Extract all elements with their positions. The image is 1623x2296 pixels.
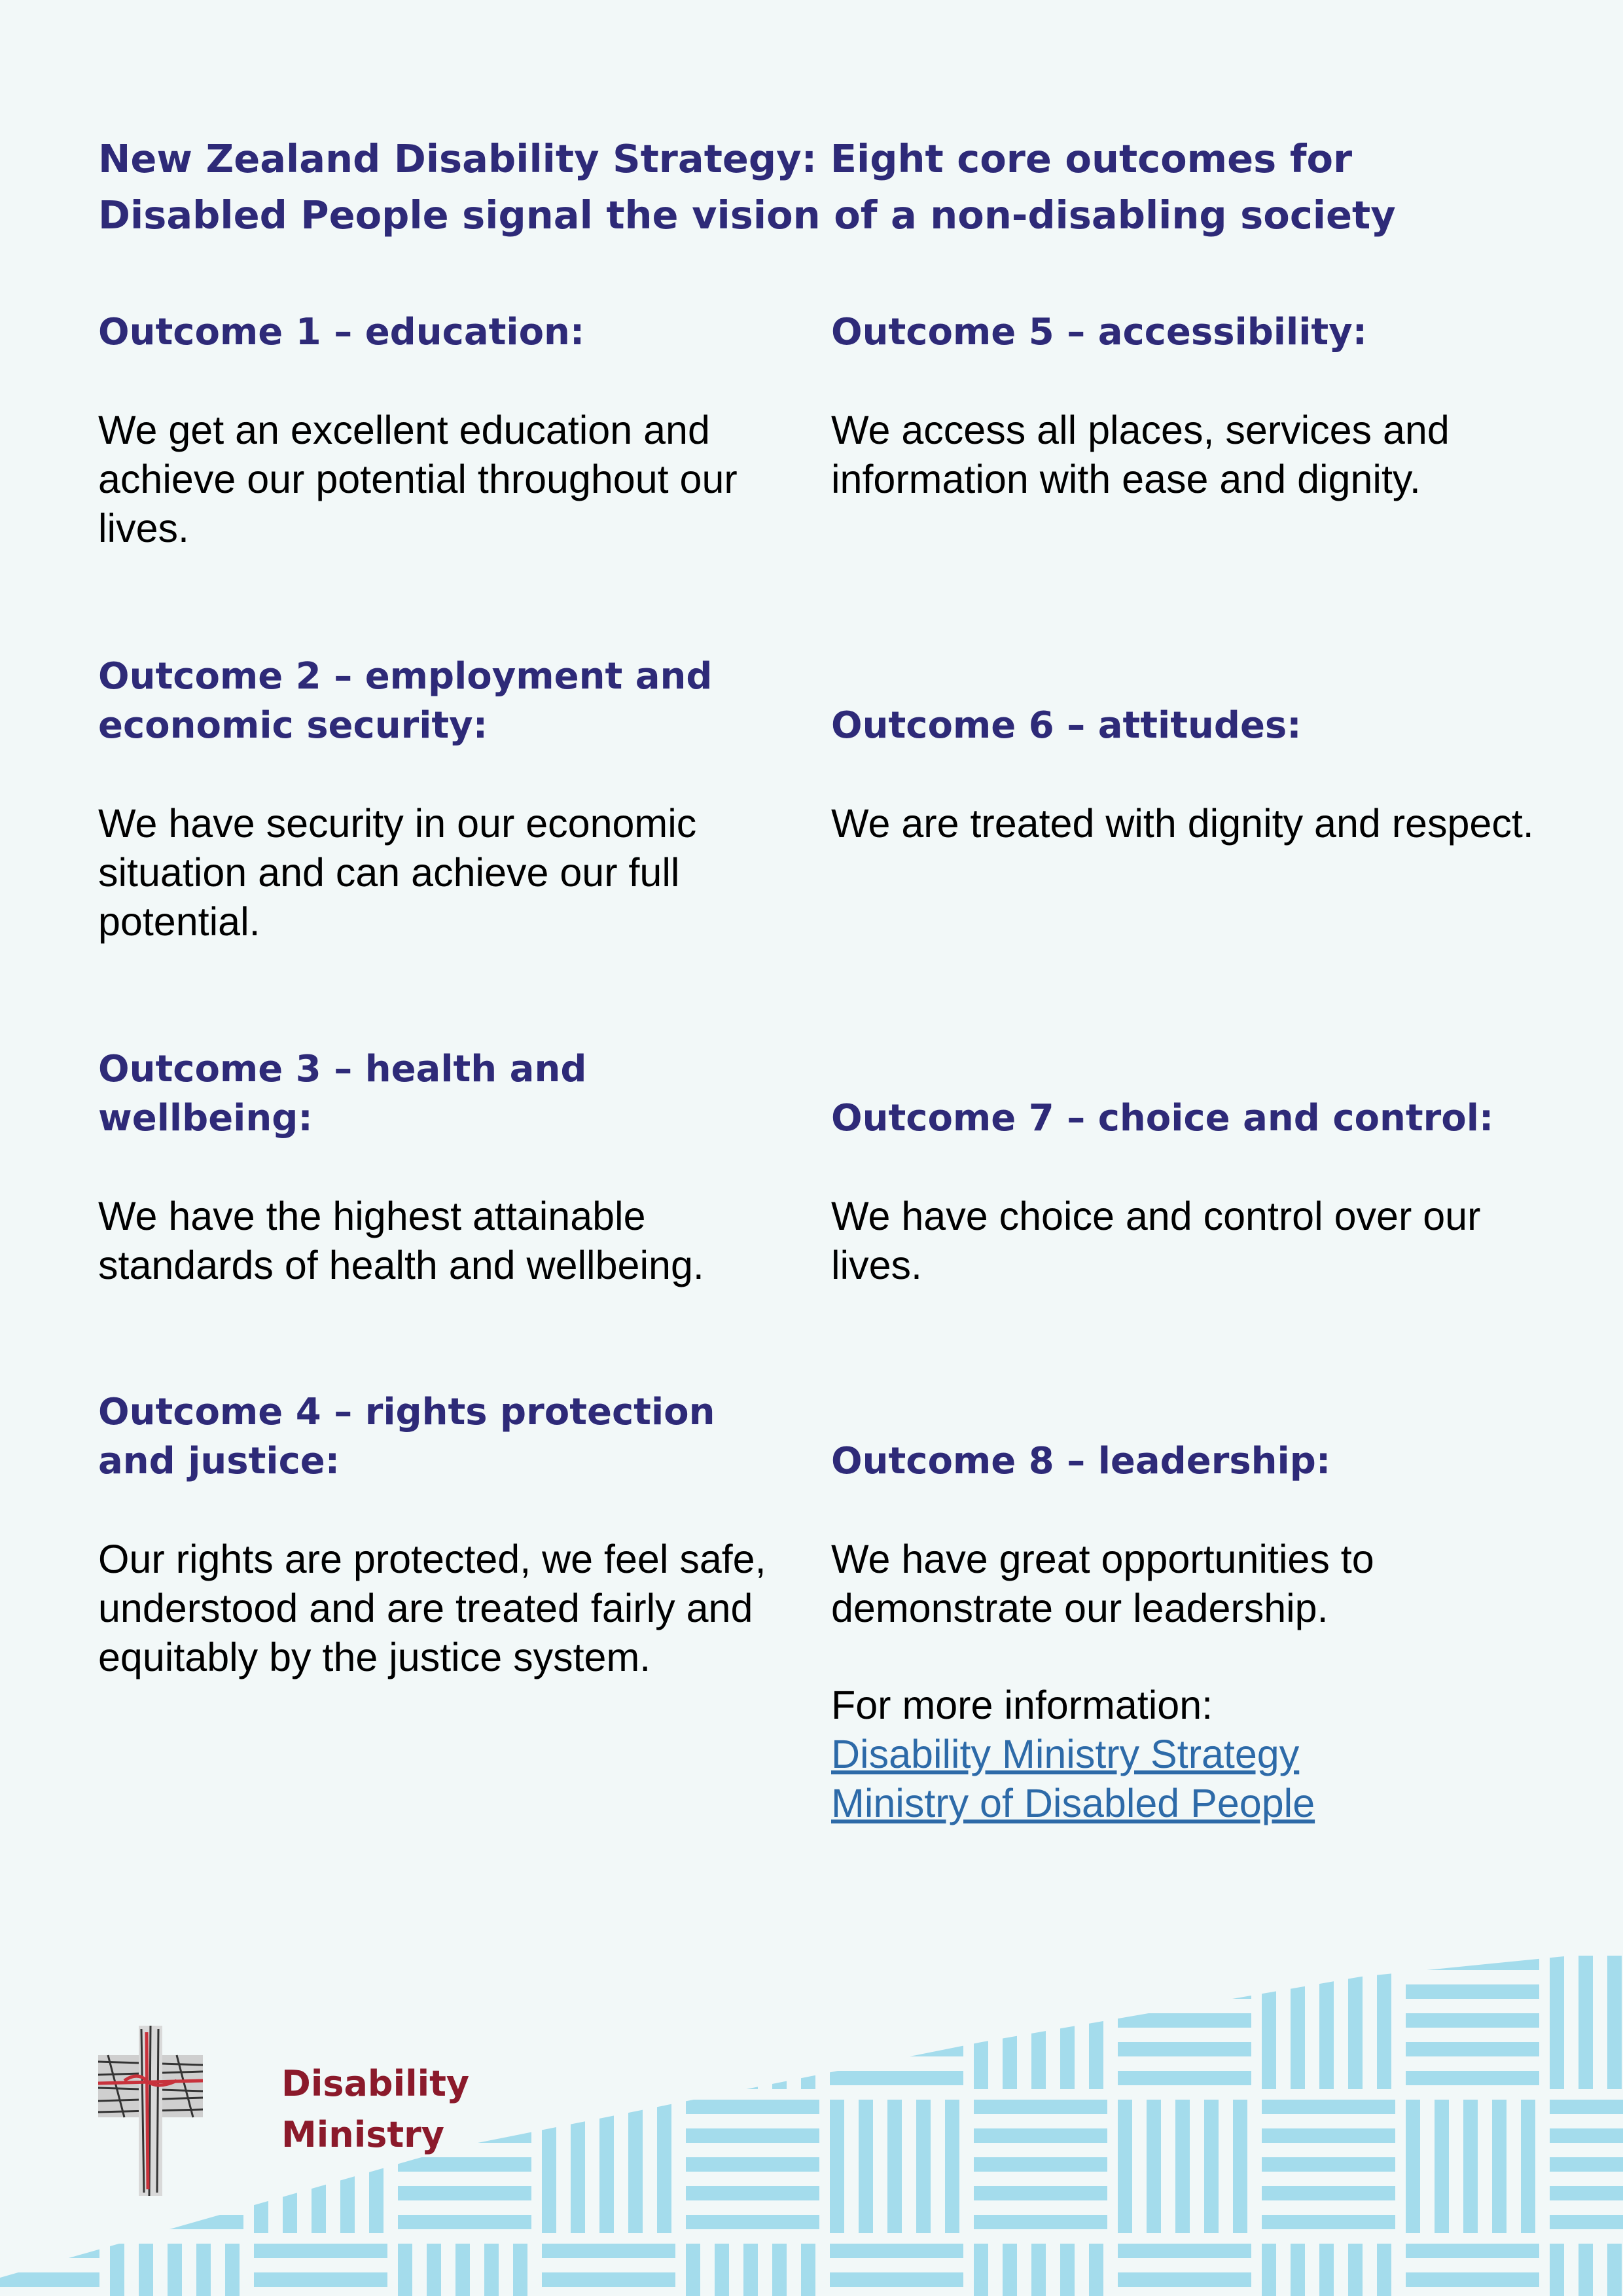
weave-stripe xyxy=(1060,2244,1075,2296)
weave-stripe xyxy=(1262,2128,1395,2143)
weave-stripe xyxy=(1262,2215,1395,2229)
weave-stripe xyxy=(1319,1956,1334,2089)
weave-stripe xyxy=(801,1956,815,2089)
weave-stripe xyxy=(1118,2244,1251,2258)
weave-stripe xyxy=(686,2100,819,2114)
logo-wordmark xyxy=(281,2058,556,2161)
weave-stripe xyxy=(542,2013,675,2028)
weave-stripe xyxy=(628,2100,643,2233)
outcome-7 xyxy=(831,1094,1551,1290)
weave-stripe xyxy=(110,2244,124,2296)
weave-stripe xyxy=(1578,1956,1593,2089)
weave-stripe xyxy=(1550,2128,1623,2143)
outcome-7-heading: Outcome 7 – choice and control: xyxy=(831,1097,1494,1139)
weave-stripe xyxy=(513,2244,527,2296)
weave-stripe xyxy=(0,2042,99,2056)
weave-stripe xyxy=(830,1956,963,1970)
weave-stripe xyxy=(1550,2244,1564,2296)
weave-stripe xyxy=(1406,1956,1539,1970)
weave-stripe xyxy=(571,2100,585,2233)
outcome-8-heading: Outcome 8 – leadership: xyxy=(831,1440,1331,1482)
weave-stripe xyxy=(686,2244,700,2296)
weave-stripe xyxy=(1607,2244,1622,2296)
link-disability-ministry-strategy[interactable]: Disability Ministry Strategy xyxy=(831,1732,1300,1776)
weave-stripe xyxy=(455,2244,470,2296)
outcome-6-heading: Outcome 6 – attitudes: xyxy=(831,704,1302,747)
weave-stripe xyxy=(1262,2244,1276,2296)
weave-stripe xyxy=(427,2244,441,2296)
weave-stripe xyxy=(859,2100,873,2233)
weave-stripe xyxy=(715,1956,729,2089)
weave-stripe xyxy=(1031,2244,1046,2296)
weave-stripe xyxy=(686,2215,819,2229)
weave-stripe xyxy=(772,2244,787,2296)
weave-stripe xyxy=(686,1956,700,2089)
weave-stripe xyxy=(830,2042,963,2056)
outcome-5-heading: Outcome 5 – accessibility: xyxy=(831,311,1368,353)
weave-stripe xyxy=(1147,2100,1161,2233)
weave-stripe xyxy=(254,1984,387,1999)
weave-stripe xyxy=(484,2244,499,2296)
weave-stripe xyxy=(1435,2100,1449,2233)
weave-stripe xyxy=(1118,1984,1251,1999)
weave-stripe xyxy=(1521,2100,1535,2233)
outcome-6-text: We are treated with dignity and respect. xyxy=(831,801,1534,846)
weave-stripe xyxy=(1262,1956,1276,2089)
weave-stripe xyxy=(686,2128,819,2143)
more-info-label: For more information: xyxy=(831,1683,1213,1727)
weave-stripe xyxy=(599,2100,614,2233)
outcome-2-heading: Outcome 2 – employment and economic security: xyxy=(98,655,713,747)
cross-logo-icon xyxy=(98,2026,203,2196)
weave-stripe xyxy=(1003,2244,1017,2296)
weave-stripe xyxy=(1089,1956,1103,2089)
weave-stripe xyxy=(1319,2244,1334,2296)
weave-stripe xyxy=(974,2244,988,2296)
weave-stripe xyxy=(398,2244,412,2296)
weave-stripe xyxy=(1406,2272,1539,2287)
weave-stripe xyxy=(1550,2100,1623,2114)
weave-stripe xyxy=(830,2100,844,2233)
weave-stripe xyxy=(110,2215,243,2229)
weave-stripe xyxy=(542,2244,675,2258)
weave-stripe xyxy=(1262,2186,1395,2200)
outcome-3 xyxy=(98,1045,779,1290)
weave-stripe xyxy=(1578,2244,1593,2296)
weave-stripe xyxy=(916,2100,931,2233)
weave-stripe xyxy=(1118,2042,1251,2056)
weave-stripe xyxy=(0,1956,99,1970)
logo-line-1: Disability xyxy=(281,2063,470,2104)
outcome-8-text: We have great opportunities to demonstrate our leadership. xyxy=(831,1537,1374,1630)
outcome-5 xyxy=(831,308,1551,504)
outcome-1-text: We get an excellent education and achieve our potential throughout our lives. xyxy=(98,408,738,550)
outcome-5-text: We access all places, services and information with ease and dignity. xyxy=(831,408,1450,501)
outcome-4-text: Our rights are protected, we feel safe, understood and are treated fairly and equitably by the justice system. xyxy=(98,1537,766,1679)
weave-stripe xyxy=(1118,2272,1251,2287)
weave-stripe xyxy=(657,2100,671,2233)
outcome-3-heading: Outcome 3 – health and wellbeing: xyxy=(98,1048,587,1139)
weave-stripe xyxy=(830,2013,963,2028)
weave-stripe xyxy=(686,2186,819,2200)
weave-stripe xyxy=(1175,2100,1190,2233)
weave-stripe xyxy=(1348,2244,1363,2296)
weave-stripe xyxy=(1089,2244,1103,2296)
logo-line-2: Ministry xyxy=(281,2114,444,2155)
outcome-8 xyxy=(831,1437,1551,1633)
weave-stripe xyxy=(1118,2071,1251,2085)
weave-stripe xyxy=(1204,2100,1219,2233)
weave-stripe xyxy=(830,1984,963,1999)
weave-stripe xyxy=(1550,2186,1623,2200)
weave-stripe xyxy=(1031,1956,1046,2089)
weave-stripe xyxy=(887,2100,902,2233)
weave-stripe xyxy=(1118,1956,1251,1970)
weave-stripe xyxy=(830,2244,963,2258)
weave-stripe xyxy=(0,2272,99,2287)
weave-stripe xyxy=(974,2100,1107,2114)
weave-stripe xyxy=(686,2157,819,2172)
weave-stripe xyxy=(0,2071,99,2085)
weave-stripe xyxy=(254,1956,387,1970)
weave-stripe xyxy=(1291,1956,1305,2089)
weave-stripe xyxy=(1406,1984,1539,1999)
weave-stripe xyxy=(830,2272,963,2287)
weave-stripe xyxy=(1262,2100,1395,2114)
weave-stripe xyxy=(1492,2100,1507,2233)
weave-stripe xyxy=(542,2042,675,2056)
weave-stripe xyxy=(0,2100,9,2233)
outcome-1 xyxy=(98,308,779,553)
weave-stripe xyxy=(1550,2215,1623,2229)
disability-ministry-logo xyxy=(98,2026,470,2196)
outcome-1-heading: Outcome 1 – education: xyxy=(98,311,585,353)
weave-stripe xyxy=(743,2244,758,2296)
weave-stripe xyxy=(542,2071,675,2085)
weave-stripe xyxy=(225,2244,240,2296)
weave-stripe xyxy=(801,2244,815,2296)
weave-stripe xyxy=(1406,2071,1539,2085)
weave-stripe xyxy=(974,2186,1107,2200)
weave-stripe xyxy=(1463,2100,1478,2233)
weave-stripe xyxy=(1233,2100,1247,2233)
weave-stripe xyxy=(1060,1956,1075,2089)
weave-stripe xyxy=(974,2128,1107,2143)
weave-stripe xyxy=(398,2215,531,2229)
outcome-7-text: We have choice and control over our lives. xyxy=(831,1194,1481,1287)
weave-stripe xyxy=(1406,2244,1539,2258)
weave-stripe xyxy=(743,1956,758,2089)
weave-stripe xyxy=(1291,2244,1305,2296)
weave-stripe xyxy=(0,2244,99,2258)
outcome-6 xyxy=(831,701,1551,848)
weave-stripe xyxy=(52,2100,67,2233)
weave-stripe xyxy=(542,1956,675,1970)
link-ministry-of-disabled-people[interactable]: Ministry of Disabled People xyxy=(831,1781,1315,1825)
weave-stripe xyxy=(1406,2100,1420,2233)
weave-stripe xyxy=(542,2272,675,2287)
weave-stripe xyxy=(254,2272,387,2287)
weave-stripe xyxy=(1003,1956,1017,2089)
outcome-4 xyxy=(98,1388,779,1682)
outcome-2-text: We have security in our economic situation and can achieve our full potential. xyxy=(98,801,697,944)
weave-stripe xyxy=(1118,2100,1132,2233)
weave-stripe xyxy=(24,2100,38,2233)
weave-stripe xyxy=(772,1956,787,2089)
outcome-3-text: We have the highest attainable standards of health and wellbeing. xyxy=(98,1194,704,1287)
weave-stripe xyxy=(542,1984,675,1999)
outcome-4-heading: Outcome 4 – rights protection and justice: xyxy=(98,1391,715,1482)
weave-stripe xyxy=(1262,2157,1395,2172)
weave-stripe xyxy=(1607,1956,1622,2089)
weave-stripe xyxy=(1377,2244,1391,2296)
weave-stripe xyxy=(715,2244,729,2296)
weave-stripe xyxy=(1406,2013,1539,2028)
outcome-2 xyxy=(98,652,779,946)
weave-stripe xyxy=(1406,2042,1539,2056)
weave-stripe xyxy=(254,2244,387,2258)
weave-stripe xyxy=(974,2157,1107,2172)
weave-stripe xyxy=(1550,1956,1564,2089)
weave-stripe xyxy=(1377,1956,1391,2089)
weave-stripe xyxy=(139,2244,153,2296)
weave-stripe xyxy=(0,1984,99,1999)
weave-stripe xyxy=(1118,2013,1251,2028)
weave-stripe xyxy=(945,2100,959,2233)
weave-stripe xyxy=(196,2244,211,2296)
weave-stripe xyxy=(81,2100,96,2233)
weave-stripe xyxy=(830,2071,963,2085)
more-information xyxy=(831,1681,1551,1828)
page-title: New Zealand Disability Strategy: Eight core outcomes for Disabled People signal the vision of a non-disabling society xyxy=(98,136,1396,238)
weave-stripe xyxy=(1550,2157,1623,2172)
weave-stripe xyxy=(974,2215,1107,2229)
weave-stripe xyxy=(1348,1956,1363,2089)
weave-stripe xyxy=(0,2013,99,2028)
weave-stripe xyxy=(168,2244,182,2296)
weave-stripe xyxy=(974,1956,988,2089)
